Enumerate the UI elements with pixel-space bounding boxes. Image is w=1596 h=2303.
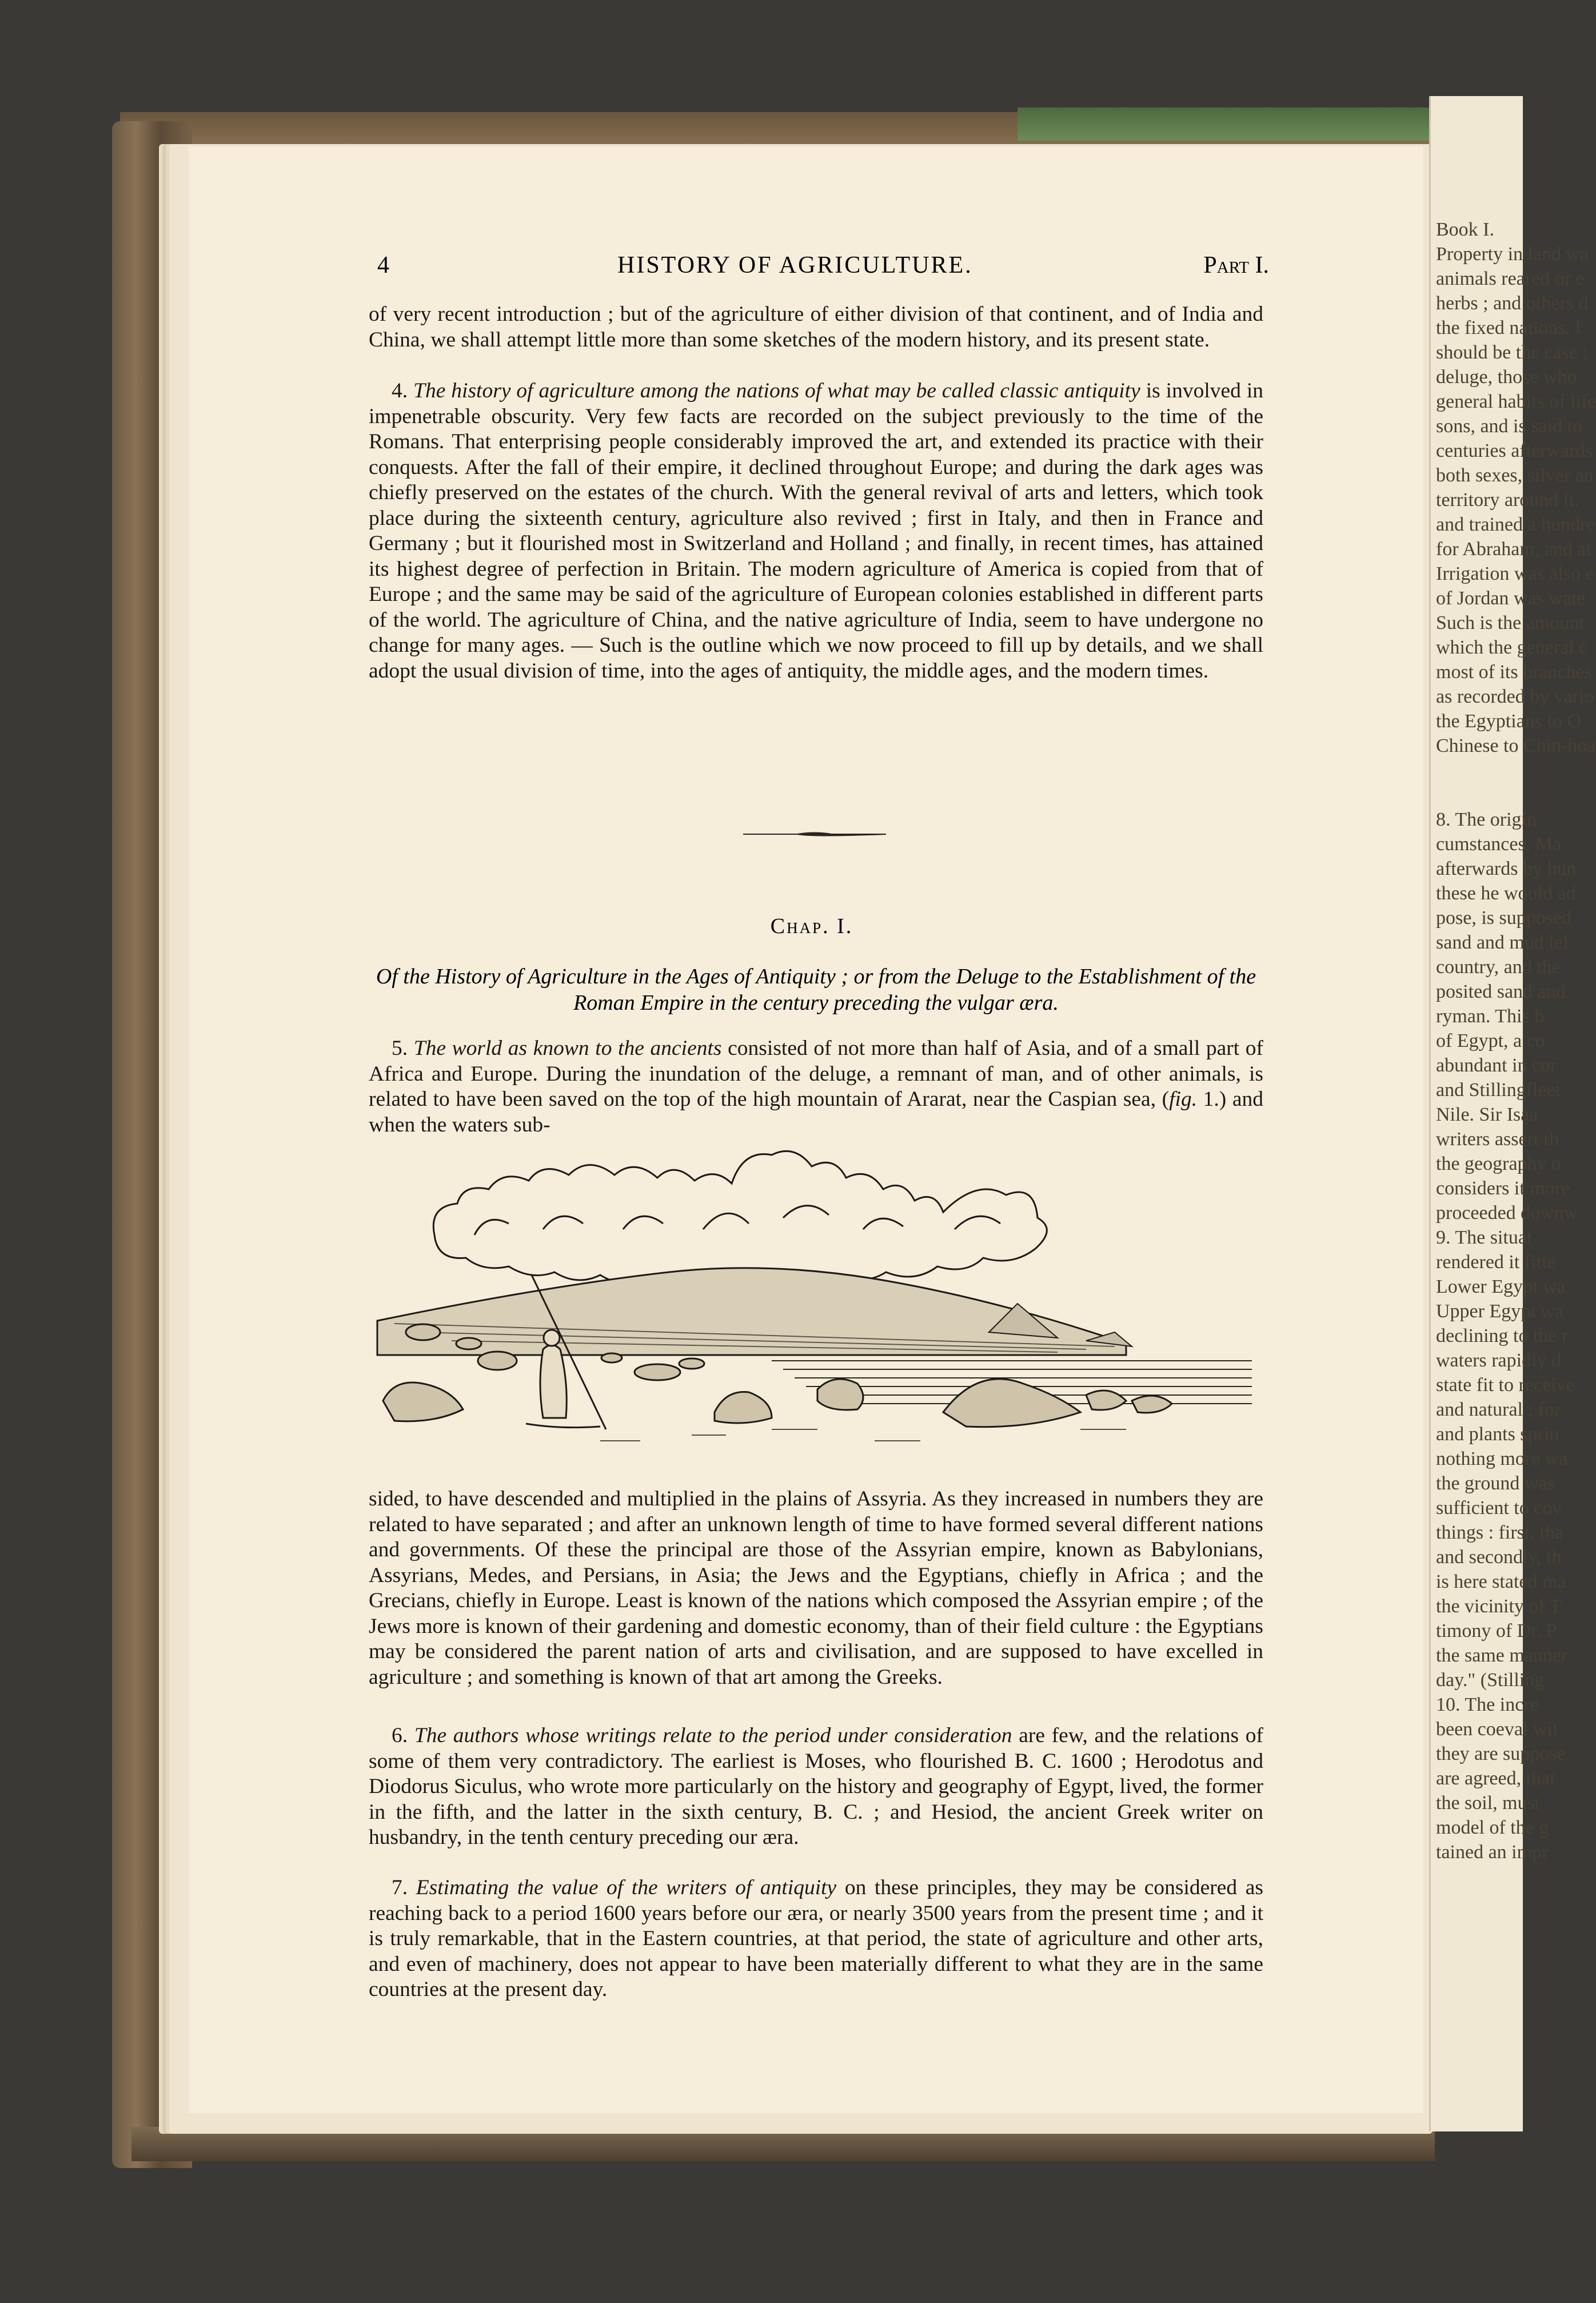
facing-page-line: Nile. Sir Isaa: [1436, 1104, 1538, 1125]
facing-page-line: abundant in cor: [1436, 1055, 1557, 1076]
paragraph-lead: The authors whose writings relate to the period under consideration: [414, 1724, 1012, 1747]
facing-page-line: the soil, must: [1436, 1792, 1541, 1814]
facing-page-line: territory around it.: [1436, 489, 1579, 511]
facing-page-line: are agreed, that: [1436, 1768, 1555, 1789]
facing-page-line: is here stated ma: [1436, 1571, 1566, 1592]
facing-page-line: and plants sprin: [1436, 1424, 1559, 1445]
facing-page-line: the fixed nations. I: [1436, 317, 1582, 338]
paragraph-intro: of very recent introduction ; but of the agriculture of either division of that continent, and of India and China, we shall attempt little more than some sketches of the modern history, and its present state.: [369, 302, 1263, 352]
chapter-title: Of the History of Agriculture in the Ages of Antiquity ; or from the Deluge to the Establishment of the Roman Empire in the century preceding the vulgar æra.: [376, 965, 1256, 1015]
facing-page-line: Such is the amount: [1436, 612, 1585, 633]
facing-page-line: Lower Egypt wa: [1436, 1276, 1566, 1297]
facing-page-text: [1436, 217, 1596, 1864]
facing-page-line: these he would ad: [1436, 883, 1576, 904]
facing-page-line: Property in land wa: [1436, 244, 1589, 265]
facing-page-line: for Abraham, and at: [1436, 539, 1591, 560]
facing-page-line: things : first, tha: [1436, 1522, 1563, 1543]
book-photograph: Book I. Property in land wa animals reared or e herbs ; and others d the fixed nations. I should be the case ; deluge, those who general habits of life sons, and is said to centuries afterwards both sexes, silver an territory around it. and trained a hundre for Abraham, and at Irrigation was also e of Jordan was wate Such is the amount which the general c most of its branches as recorded by vario the Egyptians to O Chinese to Chin-hoa 8. The origin cumstances. Ma afterwards by hun these he would ad pose, is supposed sand and mud lef country, and the posited sand and ryman. This b of Egypt, a co abundant in cor and Stillingfleet Nile. Sir Isaa writers assert th the geography o considers it more proceeded downw 9. The situat rendered it fitte Lower Egypt wa Upper Egypt wa declining to the r waters rapidly d state fit to receive and natural ; for and plants sprin nothing more wa the ground was sufficient to cov things : first, tha and secondly, th is here stated ma the vicinity of T timony of Dr. P the same manner day." (Stilling 10. The incre been coeval wit they are suppose are agreed, that the soil, must model of the g tained an impr 4 HISTORY OF AGRICULTURE. Part I. of very recent introduction ; but of the agriculture of either division of that continent, and of India and China, we shall attempt little more than some sketches of the modern history, and its present state. 4. The history of agriculture among the nations of what may be called classic antiquity is involved in impenetrable obscurity. Very few facts are recorded on the subject previously to the time of the Romans. That enterprising people considerably improved the art, and extended its practice with their conquests. After the fall of their empire, it declined throughout Europe; and during the dark ages was chiefly preserved on the estates of the church. With the general revival of arts and letters, which took place during the sixteenth century, agriculture also revived ; first in Italy, and then in France and Germany ; but it flourished most in Switzerland and Holland ; and finally, in recent times, has attained its highest degree of perfection in Britain. The modern agriculture of America is copied from that of Europe ; and the same may be said of the agriculture of European colonies established in different parts of the world. The agriculture of China, and the native agriculture of India, seem to have undergone no change for many ages. — Such is the outline which we now proceed to fill up by details, and we shall adopt the usual division of time, into the ages of antiquity, the middle ages, and the modern times. Chap. I. Of the History of Agriculture in the Ages of Antiquity ; or from the Deluge to the Establishment of the Roman Empire in the century preceding the vulgar æra. 5. The world as known to the ancients consisted of not more than half of Asia, and of a small part of Africa and Europe. During the inundation of the deluge, a remnant of man, and of other animals, is related to have been saved on the top of the high mountain of Ararat, near the Caspian sea, (fig. 1.) and when the waters sub- sided, to have descended and multiplied in the plains of Assyria. As they increased in numbers they are related to have separated ; and after an unknown length of time to have formed several different nations and governments. Of these the principal are those of the Assyrian empire, known as Babylonians, Assyrians, Medes, and Persians, in Asia; the Jews and the Egyptians, chiefly in Africa ; and the Grecians, chiefly in Europe. Least is known of the nations which composed the Assyrian empire ; of the Jews more is known of their gardening and domestic economy, than of their field culture : the Egyptians may be considered the parent nation of arts and civilisation, and are supposed to have excelled in agriculture ; and something is known of that art among the Greeks. 6. The authors whose writings relate to the period under consideration are few, and the relations of some of them very contradictory. The earliest is Moses, who flourished B. C. 1600 ; Herodotus and Diodorus Siculus, who wrote more particularly on the history and geography of Egypt, lived, the former in the fifth, and the latter in the sixth century, B. C. ; and Hesiod, the ancient Greek writer on husbandry, in the tenth century preceding our æra. 7. Estimating the value of the writers of antiquity on these principles, they may be considered as reaching back to a period 1600 years before our æra, or nearly 3500 years from the present time ; and it is truly remarkable, that in the Eastern countries, at that period, the state of agriculture and other arts, and even of machinery, does not appear to have been materially different to what they are in the same countries at the present day.: [0, 0, 1521, 2303]
facing-page-line: should be the case ;: [1436, 342, 1589, 363]
page-number: 4: [377, 252, 389, 278]
paragraph-number: 5.: [392, 1037, 408, 1060]
facing-page-line: most of its branches: [1436, 662, 1592, 683]
facing-page-line: as recorded by vario: [1436, 686, 1594, 707]
facing-page-line: [1436, 758, 1521, 783]
running-title: HISTORY OF AGRICULTURE.: [617, 252, 973, 278]
paragraph-number: 6.: [392, 1724, 408, 1747]
paragraph-4: 4. The history of agriculture among the nations of what may be called classic antiquity is involved in impenetrable obscurity. Very few facts are recorded on the subject previously to the time of the Romans. That enterprising people considerably improved the art, and extended its practice with their conquests. After the fall of their empire, it declined throughout Europe; and during the dark ages was chiefly preserved on the estates of the church. With the general revival of arts and letters, which took place during the sixteenth century, agriculture also revived ; first in Italy, and then in France and Germany ; but it flourished most in Switzerland and Holland ; and finally, in recent times, has attained its highest degree of perfection in Britain. The modern agriculture of America is copied from that of Europe ; and the same may be said of the agriculture of European colonies established in different parts of the world. The agriculture of China, and the native agriculture of India, seem to have undergone no change for many ages. — Such is the outline which we now proceed to fill up by details, and we shall adopt the usual division of time, into the ages of antiquity, the middle ages, and the modern times.: [369, 379, 1264, 683]
facing-page-line: sons, and is said to: [1436, 416, 1582, 437]
facing-page-line: sand and mud lef: [1436, 932, 1570, 953]
facing-page-line: which the general c: [1436, 637, 1588, 658]
facing-page-line: declining to the r: [1436, 1325, 1569, 1346]
facing-page-line: the Egyptians to O: [1436, 711, 1582, 732]
facing-page-line: state fit to receive: [1436, 1374, 1575, 1396]
paragraph-5: 5. The world as known to the ancients consisted of not more than half of Asia, and of a small part of Africa and Europe. During the inundation of the deluge, a remnant of man, and of other animals, is related to have been saved on the top of the high mountain of Ararat, near the Caspian sea, (fig. 1.) and when the waters sub-: [369, 1037, 1264, 1137]
facing-page-line: of Jordan was wate: [1436, 588, 1586, 609]
facing-page-line: ryman. This b: [1436, 1006, 1545, 1027]
facing-page-line: they are suppose: [1436, 1743, 1566, 1764]
facing-page-line: pose, is supposed: [1436, 907, 1572, 929]
facing-page-line: country, and the: [1436, 957, 1561, 978]
facing-page-line: rendered it fitte: [1436, 1252, 1556, 1273]
facing-page-line: both sexes, silver an: [1436, 465, 1594, 486]
ornamental-rule: [743, 831, 886, 837]
facing-page-line: tained an impr: [1436, 1842, 1549, 1863]
facing-page-line: the geography o: [1436, 1153, 1562, 1174]
facing-page-line: of Egypt, a co: [1436, 1030, 1545, 1051]
facing-page-line: deluge, those who: [1436, 366, 1577, 388]
mountain-ararat: [377, 1268, 1132, 1355]
facing-page-line: 9. The situat: [1436, 1227, 1533, 1248]
facing-page-line: timony of Dr. P: [1436, 1620, 1557, 1641]
ground-hatching: [600, 1429, 1126, 1441]
figure-reference: fig.: [1169, 1087, 1198, 1111]
facing-page-line: general habits of life: [1436, 391, 1596, 412]
facing-page-line: animals reared or e: [1436, 268, 1585, 289]
facing-page-line: considers it more: [1436, 1178, 1570, 1199]
facing-page-line: proceeded downw: [1436, 1202, 1578, 1224]
facing-page-line: Upper Egypt wa: [1436, 1301, 1563, 1322]
facing-page-line: and natural ; for: [1436, 1399, 1561, 1420]
part-label: Part I.: [1203, 252, 1269, 278]
facing-page-line: model of the g: [1436, 1817, 1549, 1838]
ararat-engraving: [372, 1143, 1252, 1475]
paragraph-6: 6. The authors whose writings relate to the period under consideration are few, and the relations of some of them very contradictory. The earliest is Moses, who flourished B. C. 1600 ; Herodotus and Diodorus Siculus, who wrote more particularly on the history and geography of Egypt, lived, the former in the fifth, and the latter in the sixth century, B. C. ; and Hesiod, the ancient Greek writer on husbandry, in the tenth century preceding our æra.: [369, 1724, 1264, 1849]
facing-page-line: afterwards by hun: [1436, 858, 1577, 879]
facing-page-line: writers assert th: [1436, 1129, 1559, 1150]
facing-page-line: posited sand and: [1436, 981, 1566, 1002]
facing-page-line: and trained a hundre: [1436, 514, 1595, 535]
paragraph-7: 7. Estimating the value of the writers of antiquity on these principles, they may be considered as reaching back to a period 1600 years before our æra, or nearly 3500 years from the present time ; and it is truly remarkable, that in the Eastern countries, at that period, the state of agriculture and other arts, and even of machinery, does not appear to have been materially different to what they are in the same countries at the present day.: [369, 1876, 1264, 2001]
paragraph-lead: Estimating the value of the writers of antiquity: [416, 1876, 837, 1899]
facing-page-line: 10. The incre: [1436, 1694, 1539, 1715]
facing-page-line: the vicinity of T: [1436, 1596, 1562, 1617]
facing-page-line: [1436, 783, 1521, 807]
paragraph-lead: The world as known to the ancients: [413, 1037, 722, 1060]
facing-page-line: been coeval wit: [1436, 1719, 1558, 1740]
paragraph-5-continued: sided, to have descended and multiplied in the plains of Assyria. As they increased in numbers they are related to have separated ; and after an unknown length of time to have formed several different nations and governments. Of these the principal are those of the Assyrian empire, known as Babylonians, Assyrians, Medes, and Persians, in Asia; the Jews and the Egyptians, chiefly in Africa ; and the Grecians, chiefly in Europe. Least is known of the nations which composed the Assyrian empire ; of the Jews more is known of their gardening and domestic economy, than of their field culture : the Egyptians may be considered the parent nation of arts and civilisation, and are supposed to have excelled in agriculture ; and something is known of that art among the Greeks.: [369, 1487, 1263, 1689]
book-spine-green-leather: [1018, 107, 1452, 141]
facing-page-line: waters rapidly d: [1436, 1350, 1562, 1371]
running-header: [377, 252, 1269, 280]
facing-page-line: sufficient to cov: [1436, 1497, 1562, 1519]
facing-page-line: Book I.: [1436, 219, 1494, 240]
facing-page-line: Irrigation was also e: [1436, 563, 1594, 584]
facing-page-line: Chinese to Chin-hoa: [1436, 735, 1596, 756]
paragraph-lead: The history of agriculture among the nations of what may be called classic antiquity: [413, 379, 1140, 403]
facing-page-line: day." (Stilling: [1436, 1670, 1545, 1691]
facing-page-line: herbs ; and others d: [1436, 293, 1589, 314]
facing-page-line: the ground was: [1436, 1473, 1555, 1494]
facing-page-line: nothing more wa: [1436, 1448, 1568, 1469]
facing-page-line: and secondly, th: [1436, 1547, 1562, 1568]
facing-page-line: centuries afterwards: [1436, 440, 1593, 461]
facing-page-line: cumstances. Ma: [1436, 834, 1562, 855]
facing-page-line: the same manner: [1436, 1645, 1568, 1666]
facing-page-line: 8. The origin: [1436, 809, 1537, 830]
paragraph-number: 4.: [392, 379, 408, 403]
facing-page-line: and Stillingfleet: [1436, 1079, 1561, 1101]
paragraph-number: 7.: [392, 1876, 408, 1899]
